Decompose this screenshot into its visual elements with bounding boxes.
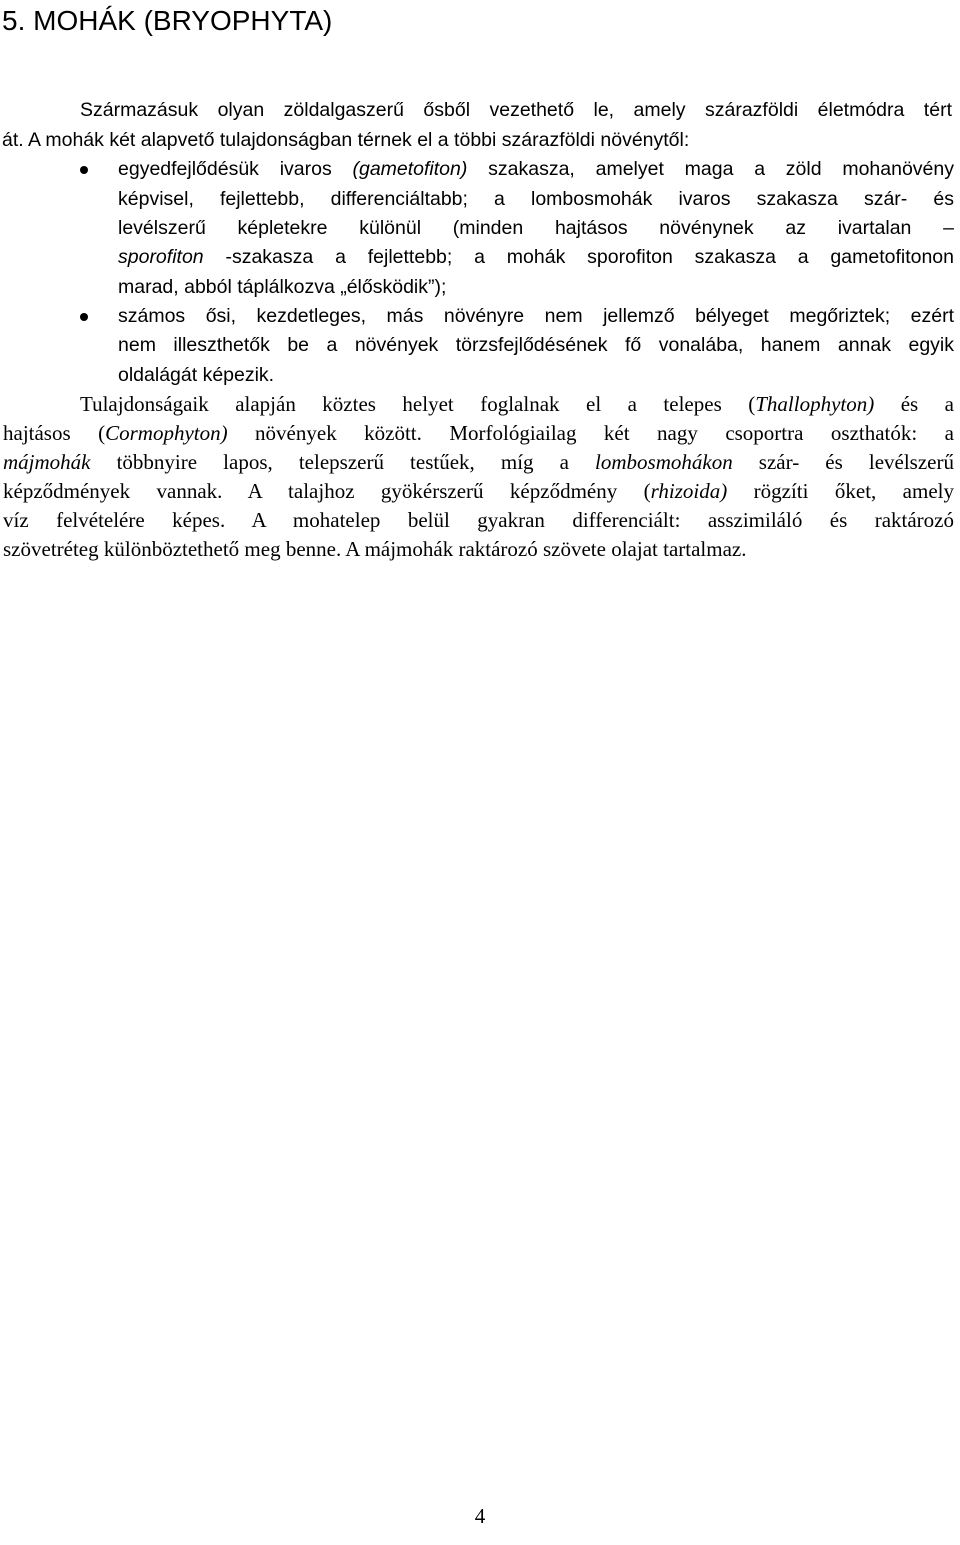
para2-line-4: képződmények vannak. A talajhoz gyökérszerű képződmény (rhizoida) rögzíti őket, amely [3, 479, 954, 503]
para2-line-1: Tulajdonságaik alapján köztes helyet foglalnak el a telepes (Thallophyton) és a [80, 392, 954, 416]
bullet-dot-2 [80, 313, 88, 321]
intro-line-1: Származásuk olyan zöldalgaszerű ősből vezethető le, amely szárazföldi életmódra tért [80, 99, 952, 121]
chapter-heading: 5. MOHÁK (BRYOPHYTA) [2, 5, 333, 36]
para2-line-2: hajtásos (Cormophyton) növények között. Morfológiailag két nagy csoportra oszthatók: a [3, 421, 954, 445]
bullet2-line-3: oldalágát képezik. [118, 364, 275, 386]
bullet1-line-3: levélszerű képletekre különül (minden hajtásos növénynek az ivartalan – [118, 217, 954, 239]
bullet1-line-4: sporofiton -szakasza a fejlettebb; a mohák sporofiton szakasza a gametofitonon [118, 246, 954, 268]
para2-line-5: víz felvételére képes. A mohatelep belül gyakran differenciált: asszimiláló és raktározó [3, 508, 954, 532]
bullet1-line-2: képvisel, fejlettebb, differenciáltabb; a lombosmohák ivaros szakasza szár- és [118, 188, 954, 210]
bullet1-line-5: marad, abból táplálkozva „élősködik”); [118, 276, 447, 298]
intro-line-2: át. A mohák két alapvető tulajdonságban térnek el a többi szárazföldi növénytől: [2, 129, 690, 151]
para2-line-3: májmohák többnyire lapos, telepszerű testűek, míg a lombosmohákon szár- és levélszerű [3, 450, 954, 474]
page-number: 4 [474, 1504, 486, 1528]
bullet2-line-2: nem illeszthetők be a növények törzsfejlődésének fő vonalába, hanem annak egyik [118, 334, 954, 356]
bullet1-line-1: egyedfejlődésük ivaros (gametofiton) szakasza, amelyet maga a zöld mohanövény [118, 158, 954, 180]
bullet2-line-1: számos ősi, kezdetleges, más növényre nem jellemző bélyeget megőriztek; ezért [118, 305, 954, 327]
bullet-dot-1 [80, 166, 88, 174]
para2-line-6: szövetréteg különböztethető meg benne. A májmohák raktározó szövete olajat tartalmaz. [3, 537, 747, 561]
